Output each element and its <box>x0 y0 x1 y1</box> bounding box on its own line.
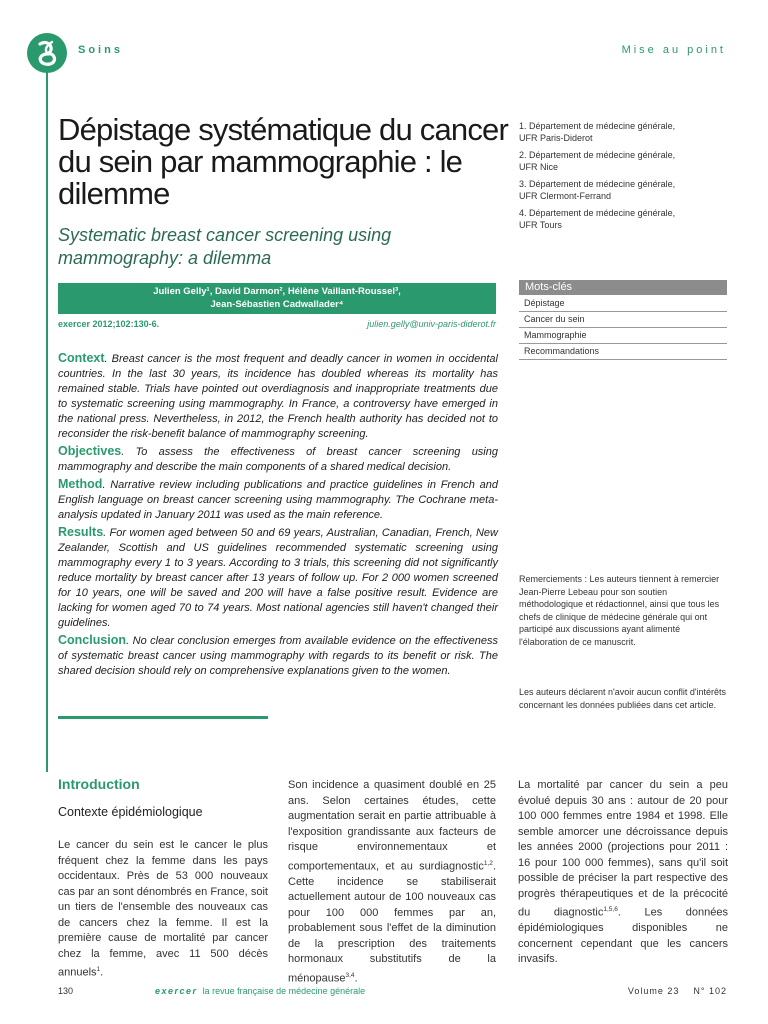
journal-tagline: la revue française de médecine générale <box>202 986 366 996</box>
citation: exercer 2012;102:130-6. <box>58 319 160 329</box>
authors-line-1: Julien Gelly¹, David Darmon², Hélène Vaillant-Roussel³, <box>153 286 401 297</box>
body-text: . Cette incidence se stabiliserait actuellement autour de 100 nouveaux cas pour 100 000 femmes par an, probablement sous l'effet de la diminution de la prescription des traitements hormonaux substitutifs de la ménopause <box>288 860 496 985</box>
keyword-item: Dépistage <box>519 296 727 312</box>
abstract-context: Context. Breast cancer is the most frequent and deadly cancer in women in occidental countries. In the last 30 years, its incidence has doubled whereas its mortality has remained stable. Trials have pointed out overdiagnosis and inappropriate treatments due to systematic screening using mammography. In France, a controversy have emerged in the national press. Nevertheless, in 2012, the French health authority has decided not to reconsider the risk-benefit balance of mammography screening. <box>58 351 498 440</box>
conflict-of-interest: Les auteurs déclarent n'avoir aucun conflit d'intérêts concernant les données publiées dans cet article. <box>519 687 727 710</box>
affiliation-line: 3. Département de médecine générale, <box>519 179 676 189</box>
issue-label: N° 102 <box>693 986 727 996</box>
reference-sup: 3,4 <box>345 971 355 979</box>
keyword-item: Cancer du sein <box>519 312 727 328</box>
reference-sup: 1,5,6 <box>603 906 618 913</box>
affiliation-item <box>519 178 719 202</box>
intro-heading: Introduction <box>58 776 140 792</box>
abstract-divider <box>58 716 268 719</box>
abstract-heading: Method <box>58 477 103 491</box>
article-subtitle: Systematic breast cancer screening using mammography: a dilemma <box>58 225 392 268</box>
abstract-text: For women aged between 50 and 69 years, Australian, Canadian, French, New Zealander, Scottish and US guidelines recommended systematic screening using mammography every 1 to 3 years. According to 3 trials, this screening did not significantly reduce mortality by breast cancer after 13 years of follow up. For 2 000 women screened for 10 years, one will be saved and 200 will have a false positive result. Evidence are lacking for women aged 70 to 74 years. Most national agencies still haven't changed their guidelines. <box>58 527 498 629</box>
affiliations <box>519 120 719 236</box>
affiliation-line: UFR Nice <box>519 162 559 172</box>
abstract-heading: Conclusion <box>58 633 127 647</box>
keyword-item: Mammographie <box>519 328 727 344</box>
vertical-rule <box>46 72 48 772</box>
keyword-item: Recommandations <box>519 344 727 360</box>
body-column-3 <box>518 778 728 968</box>
keywords-list <box>519 296 727 360</box>
affiliation-item <box>519 120 719 144</box>
abstract-results: Results. For women aged between 50 and 69 years, Australian, Canadian, French, New Zealander, Scottish and US guidelines recommended systematic screening using mammography every 1 to 3 years. According to 3 trials, this screening did not significantly reduce mortality by breast cancer after 13 years of follow up. For 2 000 women screened for 10 years, one will be saved and 200 will have a false positive result. Evidence are lacking for women aged 70 to 74 years. Most national agencies still haven't changed their guidelines. <box>58 525 498 629</box>
author-email-link[interactable]: julien.gelly@univ-paris-diderot.fr <box>367 319 496 329</box>
body-text: La mortalité par cancer du sein a peu évolué depuis 30 ans : autour de 20 pour 100 000 femmes entre 1984 et 1998. Elle semble amorcer une décroissance depuis les années 2000 (projections pour 2011 : 16 pour 100 000 femmes), sans qu'il soit possible de préciser la part respective des progrès thérapeutiques et de la précocité du diagnostic <box>518 779 728 919</box>
abstract-heading: Context <box>58 351 105 365</box>
issue-info <box>590 986 727 996</box>
abstract-text: Narrative review including publications and practice guidelines in French and English language on breast cancer screening using mammography. The Cochrane meta-analysis updated in January 2011 was used as the main reference. <box>58 479 498 521</box>
page-number: 130 <box>58 986 74 996</box>
abstract-text: To assess the effectiveness of breast cancer screening using mammography and describe the main components of a shared medical decision. <box>58 446 498 473</box>
reference-sup: 1 <box>96 966 101 973</box>
abstract-text: No clear conclusion emerges from available evidence on the effectiveness of systematic breast cancer using mammography with regards to its benefit or risk. The shared decision should rely on comprehensive explanations given to the women. <box>58 635 498 677</box>
abstract-conclusion: Conclusion. No clear conclusion emerges from available evidence on the effectiveness of systematic breast cancer using mammography with regards to its benefit or risk. The shared decision should rely on comprehensive explanations given to the women. <box>58 633 498 677</box>
body-text: Le cancer du sein est le cancer le plus fréquent chez la femme dans les pays occidentaux. Près de 53 000 nouveaux cas par an sont dénombrés en France, soit un tiers de l'ensemble des nouveaux cas de cancers chez la femme. Il est la première cause de mortalité par cancer chez la femme, avec 11 500 décès annuels <box>58 839 268 979</box>
journal-brand: exercer <box>155 986 198 996</box>
reference-sup: 1,2 <box>483 859 493 867</box>
affiliation-line: UFR Clermont-Ferrand <box>519 191 612 201</box>
keywords-title: Mots-clés <box>519 280 727 295</box>
section-label: Soins <box>78 44 123 56</box>
body-text: . <box>100 966 104 979</box>
affiliation-line: 2. Département de médecine générale, <box>519 150 676 160</box>
affiliation-line: UFR Tours <box>519 220 562 230</box>
abstract <box>58 351 498 681</box>
body-column-1 <box>58 838 268 981</box>
abstract-text: Breast cancer is the most frequent and deadly cancer in women in occidental countries. In the last 30 years, its incidence has doubled whereas its mortality has remained stable. Trials have pointed out overdiagnosis and inappropriate treatments due to systematic screening using mammography. In France, a controversy have emerged in the national press. Nevertheless, in 2012, the French health authority has decided not to reconsider the risk-benefit balance of mammography screening. <box>58 353 498 440</box>
authors-banner <box>58 283 496 314</box>
body-text: . Les données épidémiologiques disponibles ne concernent cependant que les cancers invasifs. <box>518 906 728 966</box>
affiliation-line: UFR Paris-Diderot <box>519 133 593 143</box>
body-text: . <box>354 972 358 985</box>
abstract-heading: Objectives <box>58 444 122 458</box>
affiliation-item <box>519 207 719 231</box>
acknowledgements: Remerciements : Les auteurs tiennent à remercier Jean-Pierre Lebeau pour son soutien méthodologique et rédactionnel, ainsi que tous les chefs de clinique de médecine générale qui ont participé aux discussions ayant alimenté l'élaboration de ce manuscrit. <box>519 574 720 647</box>
article-title: Dépistage systématique du cancer du sein par mammographie : le dilemme <box>58 112 508 211</box>
affiliation-item <box>519 149 719 173</box>
affiliation-line: 1. Département de médecine générale, <box>519 121 676 131</box>
authors-line-2: Jean-Sébastien Cadwallader⁴ <box>210 299 344 310</box>
body-text: Son incidence a quasiment doublé en 25 ans. Selon certaines études, cette augmentation serait en partie attribuable à l'exposition grandissante aux facteurs de risque environnementaux et comportementaux, et au surdiagnostic <box>288 779 496 873</box>
journal-name <box>155 986 365 996</box>
affiliation-line: 4. Département de médecine générale, <box>519 208 676 218</box>
journal-logo-icon <box>26 32 68 74</box>
body-column-2 <box>288 778 496 987</box>
volume-label: Volume 23 <box>627 986 680 996</box>
abstract-method: Method. Narrative review including publications and practice guidelines in French and English language on breast cancer screening using mammography. The Cochrane meta-analysis updated in January 2011 was used as the main reference. <box>58 477 498 521</box>
abstract-objectives: Objectives. To assess the effectiveness of breast cancer screening using mammography and describe the main components of a shared medical decision. <box>58 444 498 473</box>
rubric-label: Mise au point <box>621 44 726 56</box>
abstract-heading: Results <box>58 525 104 539</box>
subheading: Contexte épidémiologique <box>58 805 203 819</box>
